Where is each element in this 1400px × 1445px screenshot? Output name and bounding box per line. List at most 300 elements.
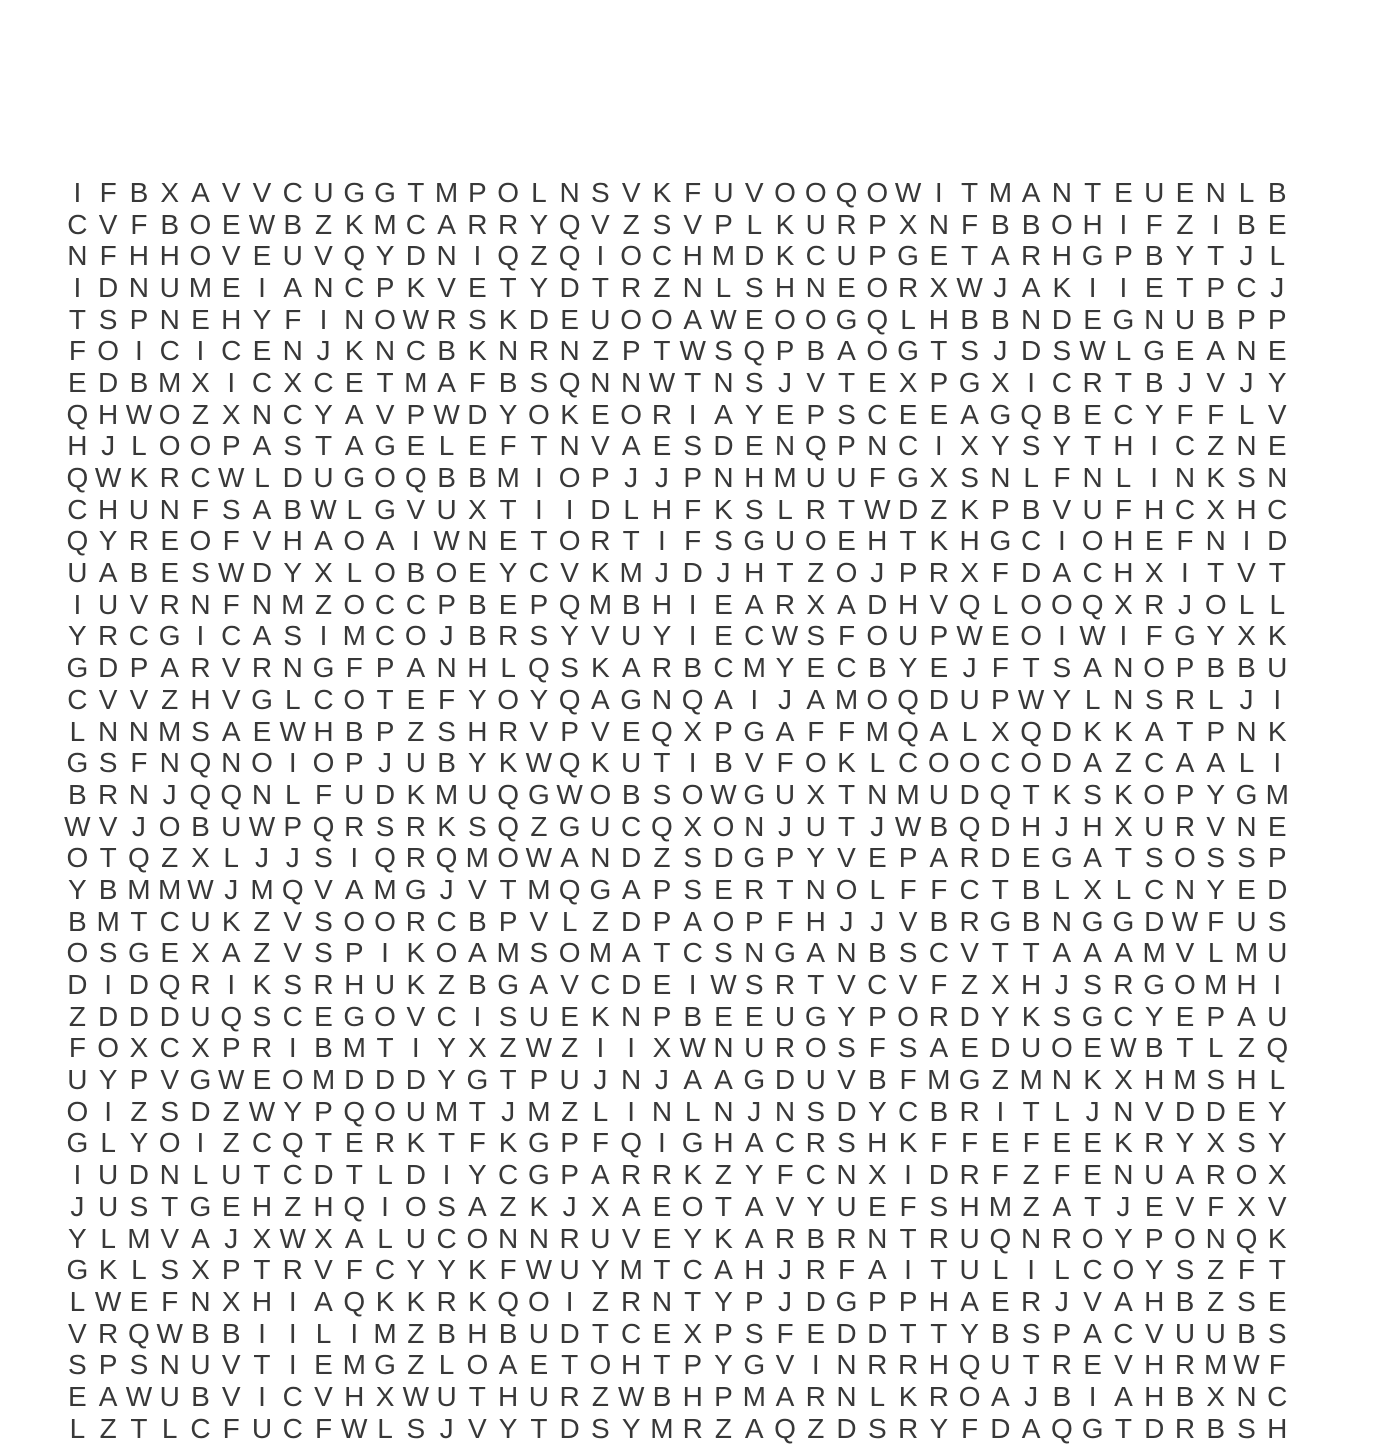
grid-letter[interactable]: C [621, 1317, 642, 1349]
grid-letter[interactable]: I [750, 683, 759, 715]
grid-letter[interactable]: C [1144, 747, 1165, 779]
grid-letter[interactable]: X [929, 271, 949, 303]
grid-letter[interactable]: O [1174, 969, 1196, 1001]
grid-letter[interactable]: I [350, 1317, 359, 1349]
grid-letter[interactable]: A [221, 937, 241, 969]
grid-letter[interactable]: Z [1114, 747, 1132, 779]
grid-letter[interactable]: G [1050, 842, 1073, 874]
grid-letter[interactable]: O [251, 747, 273, 779]
grid-letter[interactable]: Q [281, 1127, 304, 1159]
grid-letter[interactable]: Z [714, 1412, 733, 1444]
grid-letter[interactable]: A [744, 1412, 764, 1444]
grid-letter[interactable]: J [870, 810, 885, 842]
grid-letter[interactable]: Q [404, 462, 427, 494]
grid-letter[interactable]: Q [1020, 715, 1042, 747]
grid-letter[interactable]: E [252, 240, 272, 272]
grid-letter[interactable]: G [743, 778, 766, 810]
grid-letter[interactable]: J [839, 905, 854, 937]
grid-letter[interactable]: X [191, 1254, 210, 1286]
grid-letter[interactable]: Y [129, 1127, 149, 1159]
grid-letter[interactable]: A [621, 430, 641, 462]
grid-letter[interactable]: S [129, 1190, 149, 1222]
grid-letter[interactable]: B [1052, 398, 1072, 430]
grid-letter[interactable]: Y [375, 240, 395, 272]
grid-letter[interactable]: B [467, 905, 487, 937]
grid-letter[interactable]: E [652, 1190, 672, 1222]
grid-letter[interactable]: P [283, 810, 303, 842]
grid-letter[interactable]: M [250, 873, 274, 905]
grid-letter[interactable]: F [591, 1127, 609, 1159]
grid-letter[interactable]: G [1081, 1000, 1104, 1032]
grid-letter[interactable]: I [104, 969, 113, 1001]
grid-letter[interactable]: N [1205, 176, 1226, 208]
grid-letter[interactable]: N [805, 873, 826, 905]
grid-letter[interactable]: T [345, 1159, 363, 1191]
grid-letter[interactable]: D [559, 271, 580, 303]
grid-letter[interactable]: Z [1022, 1159, 1040, 1191]
grid-letter[interactable]: F [314, 778, 333, 810]
grid-letter[interactable]: S [1083, 969, 1102, 1001]
grid-letter[interactable]: T [991, 937, 1009, 969]
grid-letter[interactable]: L [1054, 1095, 1070, 1127]
grid-letter[interactable]: F [468, 366, 486, 398]
grid-letter[interactable]: K [129, 462, 149, 494]
grid-letter[interactable]: N [1174, 873, 1196, 905]
grid-letter[interactable]: S [252, 1000, 272, 1032]
grid-letter[interactable]: B [129, 176, 149, 208]
grid-letter[interactable]: F [284, 303, 302, 335]
grid-letter[interactable]: P [437, 588, 456, 620]
grid-letter[interactable]: L [623, 493, 639, 525]
grid-letter[interactable]: M [342, 1349, 366, 1381]
grid-letter[interactable]: B [929, 905, 949, 937]
grid-letter[interactable]: B [1267, 176, 1287, 208]
grid-letter[interactable]: O [804, 176, 827, 208]
grid-letter[interactable]: C [805, 1159, 826, 1191]
grid-letter[interactable]: Z [68, 1000, 86, 1032]
grid-letter[interactable]: S [1237, 462, 1256, 494]
grid-letter[interactable]: V [1237, 557, 1256, 589]
grid-letter[interactable]: G [189, 1064, 212, 1096]
grid-letter[interactable]: G [1143, 969, 1166, 1001]
grid-letter[interactable]: L [1023, 462, 1039, 494]
grid-letter[interactable]: Z [1022, 1190, 1040, 1222]
grid-letter[interactable]: F [684, 176, 702, 208]
grid-letter[interactable]: S [898, 1032, 918, 1064]
grid-letter[interactable]: G [1081, 1412, 1104, 1444]
grid-letter[interactable]: K [591, 557, 610, 589]
grid-letter[interactable]: R [774, 588, 796, 620]
grid-letter[interactable]: M [588, 588, 613, 620]
grid-letter[interactable]: P [652, 905, 672, 937]
grid-letter[interactable]: U [159, 1380, 180, 1412]
grid-letter[interactable]: E [1144, 271, 1164, 303]
grid-letter[interactable]: V [375, 398, 395, 430]
grid-letter[interactable]: J [777, 1254, 792, 1286]
grid-letter[interactable]: B [406, 557, 426, 589]
grid-letter[interactable]: B [191, 1380, 210, 1412]
grid-letter[interactable]: A [929, 715, 949, 747]
grid-letter[interactable]: V [1144, 1095, 1164, 1127]
grid-letter[interactable]: D [405, 240, 426, 272]
grid-letter[interactable]: X [283, 366, 303, 398]
grid-letter[interactable]: K [344, 208, 364, 240]
grid-letter[interactable]: G [743, 842, 766, 874]
grid-letter[interactable]: O [66, 842, 89, 874]
grid-letter[interactable]: P [1144, 1222, 1164, 1254]
grid-letter[interactable]: Z [161, 683, 179, 715]
grid-letter[interactable]: O [866, 176, 889, 208]
grid-letter[interactable]: O [620, 240, 643, 272]
grid-letter[interactable]: A [1114, 937, 1133, 969]
grid-letter[interactable]: T [1176, 271, 1194, 303]
grid-letter[interactable]: F [68, 1032, 86, 1064]
grid-letter[interactable]: F [991, 1159, 1009, 1191]
grid-letter[interactable]: C [67, 208, 88, 240]
grid-letter[interactable]: A [160, 652, 180, 684]
grid-letter[interactable]: H [1144, 1064, 1165, 1096]
grid-letter[interactable]: V [98, 810, 118, 842]
grid-letter[interactable]: X [1114, 810, 1133, 842]
grid-letter[interactable]: N [713, 462, 734, 494]
grid-letter[interactable]: Y [437, 1064, 456, 1096]
grid-letter[interactable]: R [98, 778, 119, 810]
grid-letter[interactable]: N [251, 588, 273, 620]
grid-letter[interactable]: O [343, 525, 366, 557]
grid-letter[interactable]: B [498, 1317, 518, 1349]
grid-letter[interactable]: D [344, 1064, 365, 1096]
grid-letter[interactable]: I [658, 525, 666, 557]
grid-letter[interactable]: I [288, 1285, 297, 1317]
grid-letter[interactable]: M [311, 1064, 336, 1096]
grid-letter[interactable]: U [774, 1000, 796, 1032]
grid-letter[interactable]: C [405, 588, 426, 620]
grid-letter[interactable]: P [221, 1254, 241, 1286]
grid-letter[interactable]: C [805, 240, 826, 272]
grid-letter[interactable]: H [744, 462, 765, 494]
grid-letter[interactable]: M [1265, 778, 1289, 810]
grid-letter[interactable]: R [436, 303, 457, 335]
grid-letter[interactable]: E [252, 335, 272, 367]
grid-letter[interactable]: T [253, 1159, 271, 1191]
grid-letter[interactable]: S [314, 842, 333, 874]
grid-letter[interactable]: S [1021, 430, 1041, 462]
grid-letter[interactable]: E [591, 398, 610, 430]
grid-letter[interactable]: N [1051, 176, 1072, 208]
grid-letter[interactable]: O [158, 430, 181, 462]
grid-letter[interactable]: S [837, 1032, 856, 1064]
grid-letter[interactable]: L [592, 1095, 609, 1127]
grid-letter[interactable]: C [867, 969, 888, 1001]
grid-letter[interactable]: F [899, 1190, 917, 1222]
grid-letter[interactable]: S [1052, 652, 1072, 684]
grid-letter[interactable]: V [437, 271, 456, 303]
grid-letter[interactable]: D [590, 493, 611, 525]
grid-letter[interactable]: B [683, 652, 703, 684]
grid-letter[interactable]: W [648, 366, 676, 398]
grid-letter[interactable]: I [350, 842, 359, 874]
grid-letter[interactable]: K [1114, 1127, 1133, 1159]
grid-letter[interactable]: U [467, 778, 488, 810]
grid-letter[interactable]: D [559, 1412, 580, 1444]
grid-letter[interactable]: D [405, 1159, 426, 1191]
grid-letter[interactable]: U [1144, 176, 1165, 208]
grid-letter[interactable]: H [774, 271, 796, 303]
grid-letter[interactable]: O [958, 747, 981, 779]
grid-letter[interactable]: T [561, 1349, 579, 1381]
grid-letter[interactable]: Q [897, 715, 919, 747]
grid-letter[interactable]: X [591, 1190, 610, 1222]
grid-letter[interactable]: O [1235, 1159, 1258, 1191]
grid-letter[interactable]: L [1238, 588, 1255, 620]
grid-letter[interactable]: O [497, 176, 519, 208]
grid-letter[interactable]: C [282, 1380, 303, 1412]
grid-letter[interactable]: T [438, 1127, 456, 1159]
grid-letter[interactable]: G [1081, 240, 1104, 272]
grid-letter[interactable]: T [837, 493, 856, 525]
grid-letter[interactable]: X [467, 493, 487, 525]
grid-letter[interactable]: I [258, 1317, 266, 1349]
grid-letter[interactable]: E [1267, 335, 1287, 367]
grid-letter[interactable]: E [344, 366, 364, 398]
grid-letter[interactable]: P [775, 335, 795, 367]
grid-letter[interactable]: A [1206, 747, 1226, 779]
grid-letter[interactable]: O [466, 1222, 489, 1254]
grid-letter[interactable]: O [1020, 588, 1042, 620]
grid-letter[interactable]: V [960, 937, 979, 969]
grid-letter[interactable]: U [1205, 1317, 1226, 1349]
grid-letter[interactable]: Q [620, 1127, 643, 1159]
grid-letter[interactable]: O [404, 620, 427, 652]
grid-letter[interactable]: W [956, 620, 983, 652]
grid-letter[interactable]: C [528, 557, 549, 589]
grid-letter[interactable]: H [682, 240, 703, 272]
grid-letter[interactable]: L [346, 493, 363, 525]
grid-letter[interactable]: Y [806, 842, 826, 874]
grid-letter[interactable]: V [1052, 493, 1072, 525]
grid-letter[interactable]: Z [314, 208, 333, 240]
grid-letter[interactable]: Y [652, 620, 672, 652]
grid-letter[interactable]: J [1239, 240, 1254, 272]
grid-letter[interactable]: D [836, 1095, 857, 1127]
grid-letter[interactable]: H [313, 715, 334, 747]
grid-letter[interactable]: P [529, 588, 549, 620]
grid-letter[interactable]: Z [961, 969, 979, 1001]
grid-letter[interactable]: L [69, 1285, 86, 1317]
grid-letter[interactable]: F [1145, 208, 1163, 240]
grid-letter[interactable]: B [1021, 493, 1041, 525]
grid-letter[interactable]: T [1176, 715, 1194, 747]
grid-letter[interactable]: M [342, 620, 366, 652]
grid-letter[interactable]: N [128, 778, 150, 810]
grid-letter[interactable]: R [682, 1412, 703, 1444]
grid-letter[interactable]: B [1237, 652, 1256, 684]
grid-letter[interactable]: A [498, 1349, 518, 1381]
grid-letter[interactable]: Z [222, 1095, 240, 1127]
grid-letter[interactable]: M [773, 462, 797, 494]
grid-letter[interactable]: J [439, 873, 454, 905]
grid-letter[interactable]: O [1174, 842, 1196, 874]
grid-letter[interactable]: U [744, 1032, 765, 1064]
grid-letter[interactable]: V [252, 525, 272, 557]
grid-letter[interactable]: E [652, 1222, 672, 1254]
grid-letter[interactable]: P [806, 398, 826, 430]
grid-letter[interactable]: P [867, 1285, 887, 1317]
grid-letter[interactable]: E [1237, 873, 1256, 905]
grid-letter[interactable]: C [1082, 557, 1103, 589]
grid-letter[interactable]: B [314, 1032, 333, 1064]
grid-letter[interactable]: G [958, 366, 981, 398]
grid-letter[interactable]: T [468, 1095, 486, 1127]
grid-letter[interactable]: B [991, 303, 1010, 335]
grid-letter[interactable]: H [805, 905, 826, 937]
grid-letter[interactable]: L [69, 715, 86, 747]
grid-letter[interactable]: Z [530, 810, 548, 842]
grid-letter[interactable]: A [714, 398, 733, 430]
grid-letter[interactable]: I [411, 1032, 420, 1064]
grid-letter[interactable]: Q [189, 778, 212, 810]
grid-letter[interactable]: E [714, 588, 733, 620]
grid-letter[interactable]: L [777, 493, 793, 525]
grid-letter[interactable]: Z [930, 493, 948, 525]
grid-letter[interactable]: F [899, 1064, 917, 1096]
grid-letter[interactable]: K [1267, 1222, 1287, 1254]
grid-letter[interactable]: P [867, 240, 887, 272]
grid-letter[interactable]: X [375, 1380, 395, 1412]
grid-letter[interactable]: J [1024, 1380, 1039, 1412]
grid-letter[interactable]: O [1112, 1254, 1135, 1286]
grid-letter[interactable]: P [652, 1000, 672, 1032]
grid-letter[interactable]: E [929, 398, 949, 430]
grid-letter[interactable]: K [406, 1285, 426, 1317]
grid-letter[interactable]: N [1113, 652, 1134, 684]
grid-letter[interactable]: M [373, 873, 397, 905]
grid-letter[interactable]: B [437, 747, 456, 779]
grid-letter[interactable]: I [73, 176, 82, 208]
grid-letter[interactable]: I [1273, 747, 1282, 779]
grid-letter[interactable]: E [1175, 176, 1195, 208]
grid-letter[interactable]: J [777, 810, 792, 842]
grid-letter[interactable]: X [960, 430, 979, 462]
grid-letter[interactable]: S [714, 937, 733, 969]
grid-letter[interactable]: N [282, 335, 303, 367]
grid-letter[interactable]: T [991, 873, 1009, 905]
grid-letter[interactable]: G [374, 176, 396, 208]
grid-letter[interactable]: K [498, 1127, 518, 1159]
grid-letter[interactable]: H [1051, 240, 1072, 272]
grid-letter[interactable]: A [437, 366, 456, 398]
grid-letter[interactable]: V [1114, 1349, 1133, 1381]
grid-letter[interactable]: Y [1206, 620, 1226, 652]
grid-letter[interactable]: P [98, 1349, 118, 1381]
grid-letter[interactable]: T [653, 937, 671, 969]
grid-letter[interactable]: F [191, 493, 209, 525]
grid-letter[interactable]: Q [558, 240, 581, 272]
grid-letter[interactable]: V [68, 1317, 87, 1349]
grid-letter[interactable]: E [714, 620, 733, 652]
grid-letter[interactable]: R [1082, 366, 1103, 398]
grid-letter[interactable]: G [404, 873, 427, 905]
grid-letter[interactable]: Y [252, 303, 272, 335]
grid-letter[interactable]: V [529, 715, 549, 747]
grid-letter[interactable]: Q [835, 176, 858, 208]
grid-letter[interactable]: H [1236, 969, 1257, 1001]
grid-letter[interactable]: J [131, 810, 146, 842]
grid-letter[interactable]: W [1079, 620, 1106, 652]
grid-letter[interactable]: S [560, 652, 579, 684]
grid-letter[interactable]: F [837, 620, 856, 652]
grid-letter[interactable]: K [1267, 715, 1287, 747]
grid-letter[interactable]: W [525, 1032, 553, 1064]
grid-letter[interactable]: B [960, 303, 979, 335]
grid-letter[interactable]: X [806, 588, 826, 620]
grid-letter[interactable]: R [159, 588, 180, 620]
grid-letter[interactable]: U [98, 1159, 119, 1191]
grid-letter[interactable]: C [436, 1222, 457, 1254]
grid-letter[interactable]: I [934, 176, 943, 208]
grid-letter[interactable]: A [1052, 937, 1072, 969]
grid-letter[interactable]: N [1174, 462, 1196, 494]
grid-letter[interactable]: M [434, 176, 459, 208]
grid-letter[interactable]: E [467, 557, 487, 589]
grid-letter[interactable]: I [1273, 683, 1282, 715]
grid-letter[interactable]: G [374, 430, 396, 462]
grid-letter[interactable]: Q [558, 588, 581, 620]
grid-letter[interactable]: O [1020, 620, 1042, 652]
grid-letter[interactable]: V [314, 873, 333, 905]
grid-letter[interactable]: D [1205, 1095, 1226, 1127]
grid-letter[interactable]: M [127, 1222, 151, 1254]
grid-letter[interactable]: E [1144, 1190, 1164, 1222]
grid-letter[interactable]: P [991, 493, 1010, 525]
grid-letter[interactable]: G [66, 1254, 89, 1286]
grid-letter[interactable]: O [97, 1032, 120, 1064]
grid-letter[interactable]: Y [529, 683, 549, 715]
grid-letter[interactable]: T [1114, 1412, 1132, 1444]
grid-letter[interactable]: F [776, 1159, 794, 1191]
grid-letter[interactable]: O [558, 937, 581, 969]
grid-letter[interactable]: N [128, 715, 150, 747]
grid-letter[interactable]: T [1084, 176, 1102, 208]
grid-letter[interactable]: S [498, 1000, 518, 1032]
grid-letter[interactable]: H [1113, 430, 1134, 462]
grid-letter[interactable]: J [624, 462, 639, 494]
grid-letter[interactable]: G [343, 176, 366, 208]
grid-letter[interactable]: O [435, 937, 458, 969]
grid-letter[interactable]: L [131, 1254, 147, 1286]
grid-letter[interactable]: Q [1081, 588, 1104, 620]
grid-letter[interactable]: O [958, 1380, 981, 1412]
grid-letter[interactable]: Y [498, 557, 518, 589]
grid-letter[interactable]: C [928, 937, 949, 969]
grid-letter[interactable]: Y [406, 1254, 426, 1286]
grid-letter[interactable]: O [374, 303, 396, 335]
grid-letter[interactable]: Q [1266, 1032, 1289, 1064]
grid-letter[interactable]: I [1181, 557, 1189, 589]
grid-letter[interactable]: M [588, 937, 613, 969]
grid-letter[interactable]: O [343, 588, 366, 620]
grid-letter[interactable]: E [498, 525, 518, 557]
grid-letter[interactable]: R [651, 652, 673, 684]
grid-letter[interactable]: K [683, 1159, 703, 1191]
grid-letter[interactable]: V [129, 683, 149, 715]
grid-letter[interactable]: Y [837, 1000, 856, 1032]
grid-letter[interactable]: S [1175, 1254, 1195, 1286]
grid-letter[interactable]: J [993, 271, 1008, 303]
grid-letter[interactable]: B [344, 715, 364, 747]
grid-letter[interactable]: R [405, 810, 426, 842]
grid-letter[interactable]: I [565, 493, 574, 525]
